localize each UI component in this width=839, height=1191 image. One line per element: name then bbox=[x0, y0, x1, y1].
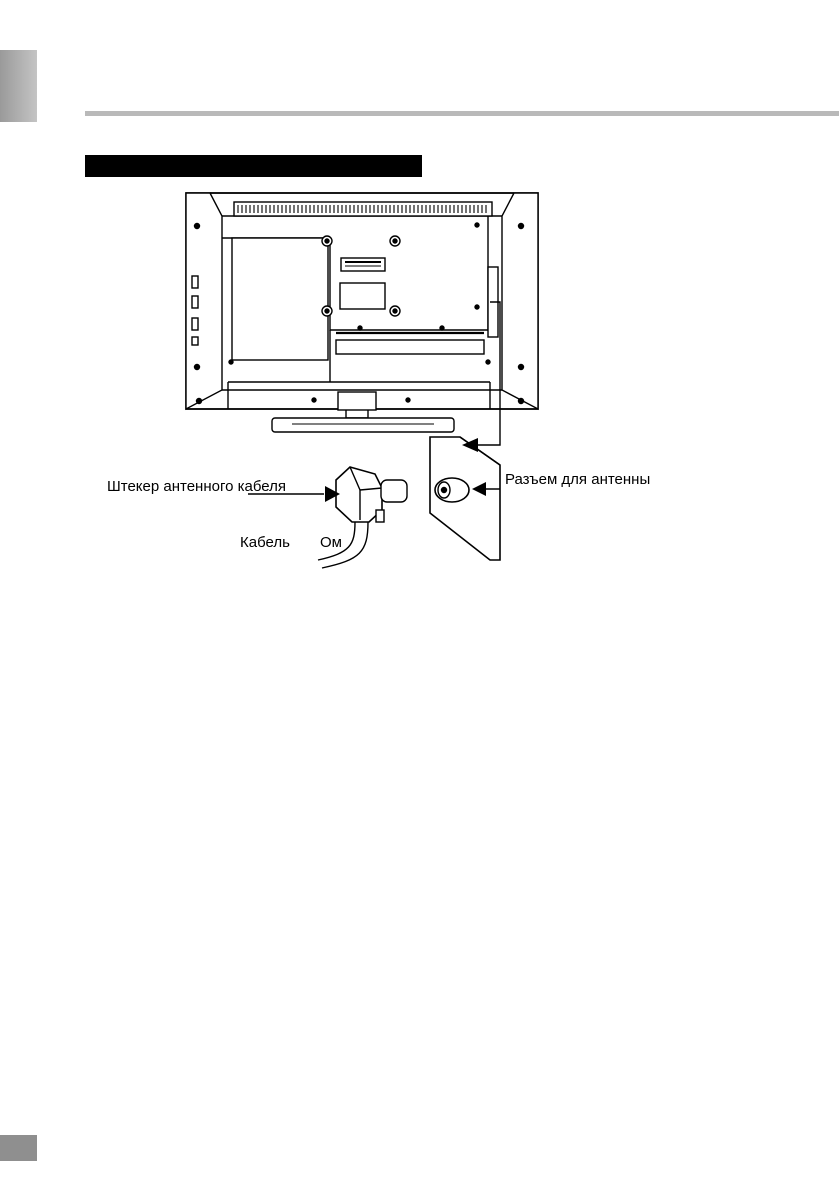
cable-label: Кабель bbox=[240, 534, 290, 551]
antenna-socket-label: Разъем для антенны bbox=[505, 471, 651, 488]
tv-back-illustration bbox=[186, 193, 538, 432]
page-number-tab bbox=[0, 1135, 37, 1161]
antenna-plug-label: Штекер антенного кабеля bbox=[107, 478, 286, 495]
antenna-socket-zoom bbox=[430, 437, 500, 560]
ohm-label: Ом bbox=[320, 534, 342, 551]
